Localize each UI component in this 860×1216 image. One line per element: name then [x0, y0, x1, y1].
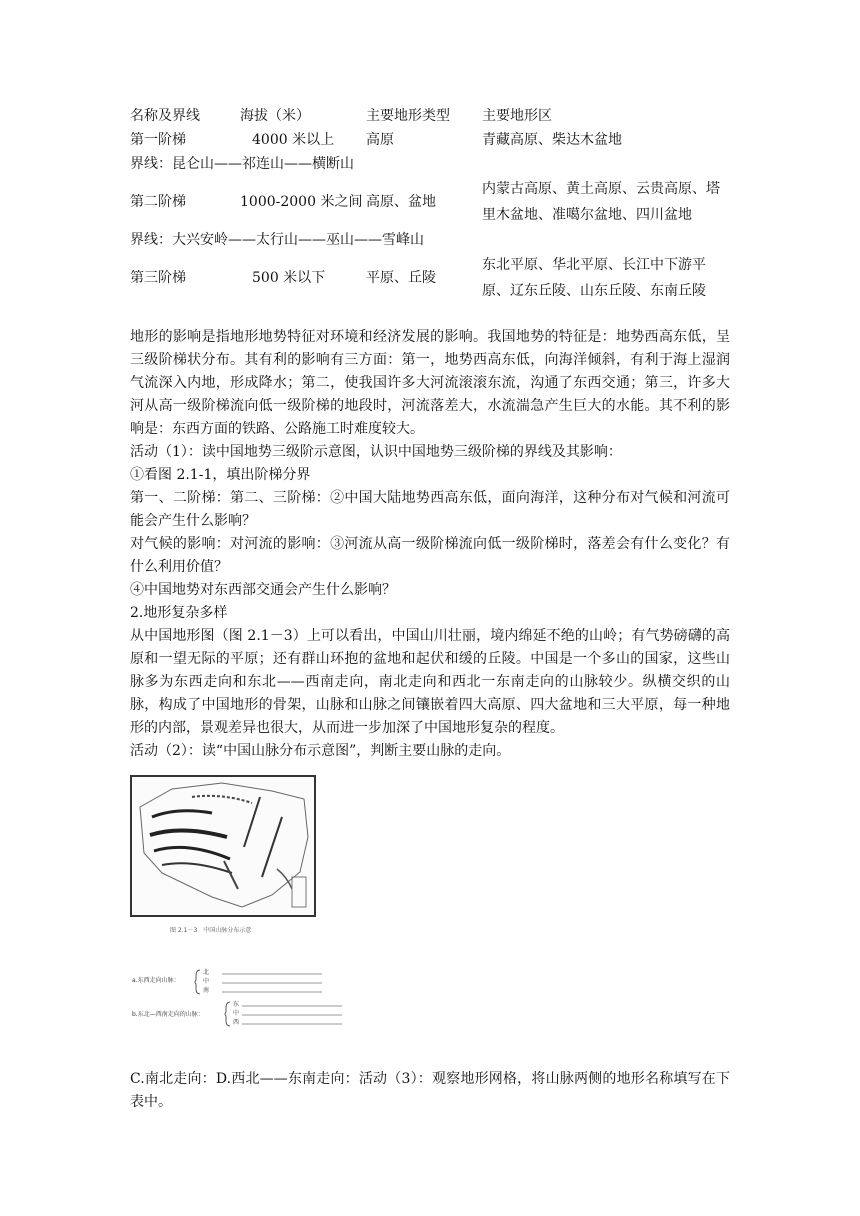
table-row	[130, 252, 730, 304]
china-mountains-map-image	[132, 777, 314, 915]
fill-item-b: 中	[233, 1010, 240, 1017]
step-type: 高原、盆地	[366, 194, 436, 210]
document-page	[130, 104, 730, 1114]
fill-item-a: 北	[203, 969, 210, 976]
fill-item-b: 东	[233, 1001, 240, 1008]
step-regions: 东北平原、华北平原、长江中下游平原、辽东丘陵、山东丘陵、东南丘陵	[482, 257, 706, 299]
paragraph: 活动（1）：读中国地势三级阶示意图，认识中国地势三级阶梯的界线及其影响：	[130, 444, 622, 460]
section-heading: 2.地形复杂多样	[130, 605, 228, 621]
header-cell: 主要地形类型	[366, 108, 450, 124]
table-row	[130, 176, 730, 228]
fill-item-a: 中	[203, 978, 210, 985]
figure-caption: 图 2.1－3 中国山脉分布示意	[170, 927, 252, 934]
step-type: 平原、丘陵	[366, 270, 436, 286]
table-row	[130, 152, 730, 176]
header-cell: 主要地形区	[482, 108, 552, 124]
step-regions: 内蒙古高原、黄土高原、云贵高原、塔里木盆地、准噶尔盆地、四川盆地	[482, 181, 720, 223]
step-altitude: 1000-2000 米之间	[240, 194, 363, 210]
terrain-steps-table	[130, 104, 730, 304]
fill-label-b: b.东北—西南走向的山脉：	[132, 1011, 204, 1018]
step-type: 高原	[366, 132, 394, 148]
paragraph: C.南北走向：D.西北——东南走向：活动（3）：观察地形网格，将山脉两侧的地形名称填写在下表中。	[130, 1071, 730, 1110]
step-altitude: 500 米以下	[252, 270, 326, 286]
fill-in-blanks-figure	[130, 962, 345, 1042]
paragraph: 第一、二阶梯：第二、三阶梯：②中国大陆地势西高东低，面向海洋，这种分布对气候和河流可能会产生什么影响？	[130, 490, 730, 529]
fill-in-blanks-diagram	[130, 962, 345, 1042]
table-row	[130, 228, 730, 252]
paragraph: 地形的影响是指地形地势特征对环境和经济发展的影响。我国地势的特征是：地势西高东低，呈三级阶梯状分布。其有利的影响有三方面：第一，地势西高东低，向海洋倾斜，有利于海上湿润气流深入内地，形成降水；第二，使我国许多大河流滚滚东流，沟通了东西交通；第三，许多大河从高一级阶梯流向低一级阶梯的地段时，河流落差大，水流湍急产生巨大的水能。其不利的影响是：东西方面的铁路、公路施工时难度较大。	[130, 329, 730, 437]
paragraph: ①看图 2.1-1，填出阶梯分界	[130, 467, 311, 483]
header-cell: 海拔（米）	[240, 108, 310, 124]
header-cell: 名称及界线	[130, 108, 200, 124]
paragraph: 活动（2）：读“中国山脉分布示意图”，判断主要山脉的走向。	[130, 743, 511, 759]
boundary-line: 界线：昆仑山——祁连山——横断山	[130, 156, 354, 172]
step-name: 第三阶梯	[130, 270, 186, 286]
paragraph: 对气候的影响：对河流的影响：③河流从高一级阶梯流向低一级阶梯时，落差会有什么变化？有什么利用价值？	[130, 536, 730, 575]
fill-item-a: 南	[203, 987, 210, 994]
step-name: 第一阶梯	[130, 132, 186, 148]
table-header-row	[130, 104, 730, 128]
step-regions: 青藏高原、柴达木盆地	[482, 132, 622, 148]
fill-item-b: 西	[233, 1019, 240, 1026]
mountain-map-figure	[130, 775, 316, 917]
paragraph: ④中国地势对东西部交通会产生什么影响？	[130, 582, 396, 598]
boundary-line: 界线：大兴安岭——太行山——巫山——雪峰山	[130, 232, 424, 248]
table-row	[130, 128, 730, 152]
paragraph: 从中国地形图（图 2.1－3）上可以看出，中国山川壮丽，境内绵延不绝的山岭；有气势磅礴的高原和一望无际的平原；还有群山环抱的盆地和起伏和缓的丘陵。中国是一个多山的国家，这些山脉多为东西走向和东北——西南走向，南北走向和西北一东南走向的山脉较少。纵横交织的山脉，构成了中国地形的骨架，山脉和山脉之间镶嵌着四大高原、四大盆地和三大平原，每一种地形的内部，景观差异也很大，从而进一步加深了中国地形复杂的程度。	[130, 628, 730, 736]
step-altitude: 4000 米以上	[252, 132, 335, 148]
fill-label-a: a.东西走向山脉：	[132, 977, 180, 984]
step-name: 第二阶梯	[130, 194, 186, 210]
